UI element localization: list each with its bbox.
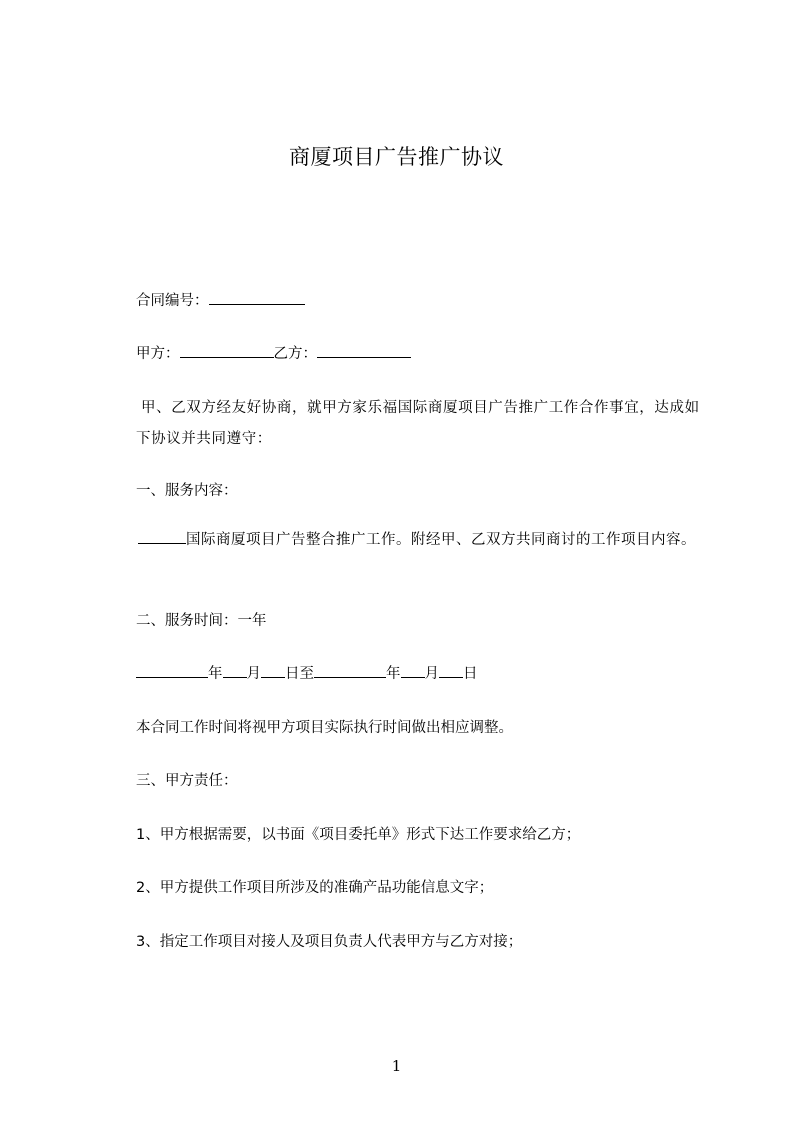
start-month-blank: [223, 663, 247, 678]
service-date-line: [136, 663, 478, 685]
party-b-blank: [317, 343, 411, 358]
document-title: 商厦项目广告推广协议: [289, 145, 504, 169]
end-month-blank: [401, 663, 425, 678]
intro-paragraph: 甲、乙双方经友好协商，就甲方家乐福国际商厦项目广告推广工作合作事宜，达成如下协议并共同遵守：: [136, 400, 700, 447]
party-a-label: 甲方：: [136, 346, 180, 362]
section1-blank: [138, 529, 186, 544]
end-day-label: 日: [463, 666, 478, 682]
contract-number-blank: [209, 290, 305, 305]
start-month-label: 月: [246, 666, 261, 682]
section1-paragraph: [136, 525, 704, 556]
start-year-blank: [136, 663, 208, 678]
end-year-label: 年: [386, 666, 401, 682]
end-day-blank: [439, 663, 463, 678]
section3-item: 2、甲方提供工作项目所涉及的准确产品功能信息文字；: [136, 880, 494, 896]
page-number: 1: [391, 1057, 402, 1075]
end-month-label: 月: [424, 666, 439, 682]
start-year-label: 年: [208, 666, 223, 682]
section3-item: 3、指定工作项目对接人及项目负责人代表甲方与乙方对接；: [136, 934, 523, 950]
end-year-blank: [314, 663, 386, 678]
party-b-label: 乙方：: [273, 346, 317, 362]
section1-heading: 一、服务内容：: [136, 483, 238, 499]
section2-note: 本合同工作时间将视甲方项目实际执行时间做出相应调整。: [136, 720, 513, 736]
contract-number-label: 合同编号：: [136, 293, 209, 309]
start-day-label: 日至: [285, 666, 314, 682]
party-a-blank: [180, 343, 274, 358]
parties-line: [136, 343, 411, 365]
section2-heading: 二、服务时间：一年: [136, 613, 267, 629]
start-day-blank: [261, 663, 285, 678]
section3-heading: 三、甲方责任：: [136, 773, 238, 789]
contract-number-line: [136, 290, 305, 312]
section3-item: 1、甲方根据需要，以书面《项目委托单》形式下达工作要求给乙方；: [136, 827, 581, 843]
section1-body: 国际商厦项目广告整合推广工作。附经甲、乙双方共同商讨的工作项目内容。: [186, 532, 696, 548]
